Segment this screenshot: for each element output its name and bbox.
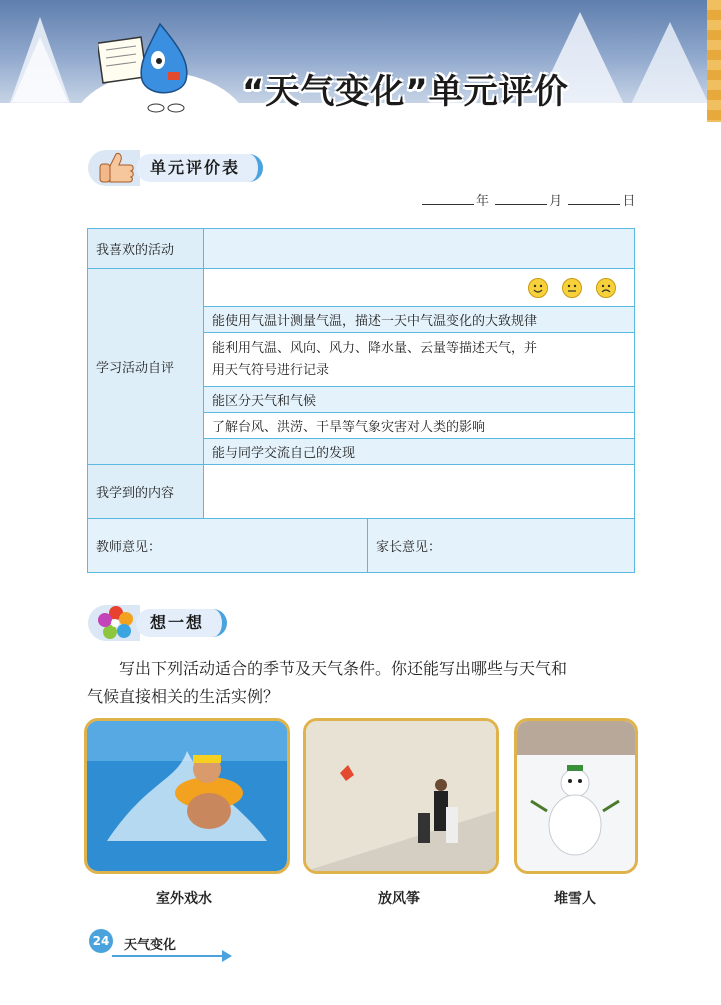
sad-face-icon[interactable] [596,278,616,298]
water-drop-mascot-icon [98,18,208,118]
teacher-comment-label: 教师意见： [96,540,162,555]
table-row [88,229,635,269]
self-eval-item: 能与同学交流自己的发现 [204,439,635,465]
banner-side-stripe [707,0,721,122]
table-row [88,465,635,519]
activity-label: 我喜欢的活动 [88,229,204,269]
photo-caption: 室外戏水 [156,891,212,907]
instruction-paragraph [87,655,647,711]
month-label: 月 [549,194,563,209]
kite-flying-image [306,721,496,871]
pinwheel-flower-icon [94,605,138,641]
day-blank[interactable] [568,192,620,205]
paragraph-line2: 气候直接相关的生活实例？ [87,687,280,706]
self-eval-item [204,333,635,387]
day-label: 日 [622,194,636,209]
learned-input-cell[interactable] [204,465,635,519]
year-label: 年 [476,194,490,209]
table-row [88,519,635,573]
learned-label: 我学到的内容 [88,465,204,519]
thumbs-up-icon [94,150,138,186]
happy-face-icon[interactable] [528,278,548,298]
footer-divider [112,955,228,957]
year-blank[interactable] [422,192,474,205]
footer-arrow-icon [222,950,232,962]
photo-kite [303,718,499,874]
section-title-evaluation: 单元评价表 [136,154,263,182]
swimming-pool-image [87,721,287,871]
neutral-face-icon[interactable] [562,278,582,298]
page-title: “天气变化”单元评价 [242,72,569,112]
evaluation-table [87,228,635,573]
photo-snowman [514,718,638,874]
self-eval-item: 能区分天气和气候 [204,387,635,413]
rating-faces-cell [204,269,635,307]
self-eval-item: 能使用气温计测量气温，描述一天中气温变化的大致规律 [204,307,635,333]
table-row [88,269,635,307]
self-eval-item-line1: 能利用气温、风向、风力、降水量、云量等描述天气，并 [212,340,538,356]
header-banner [0,0,721,122]
photo-caption: 堆雪人 [554,891,596,907]
date-line [420,190,635,209]
page-number-badge: 24 [89,929,113,953]
photo-caption: 放风筝 [378,891,420,907]
parent-comment-cell[interactable] [368,519,635,573]
paragraph-line1: 写出下列活动适合的季节及天气条件。你还能写出哪些与天气和 [119,659,568,678]
section-title-think: 想一想 [136,609,227,637]
self-eval-item: 了解台风、洪涝、干旱等气象灾害对人类的影响 [204,413,635,439]
self-eval-label: 学习活动自评 [88,269,204,465]
footer-unit-title: 天气变化 [124,938,177,953]
activity-input-cell[interactable] [204,229,635,269]
self-eval-item-line2: 用天气符号进行记录 [212,362,330,378]
teacher-comment-cell[interactable] [88,519,368,573]
parent-comment-label: 家长意见： [376,540,442,555]
month-blank[interactable] [495,192,547,205]
photo-water-play [84,718,290,874]
snowman-image [517,721,635,871]
